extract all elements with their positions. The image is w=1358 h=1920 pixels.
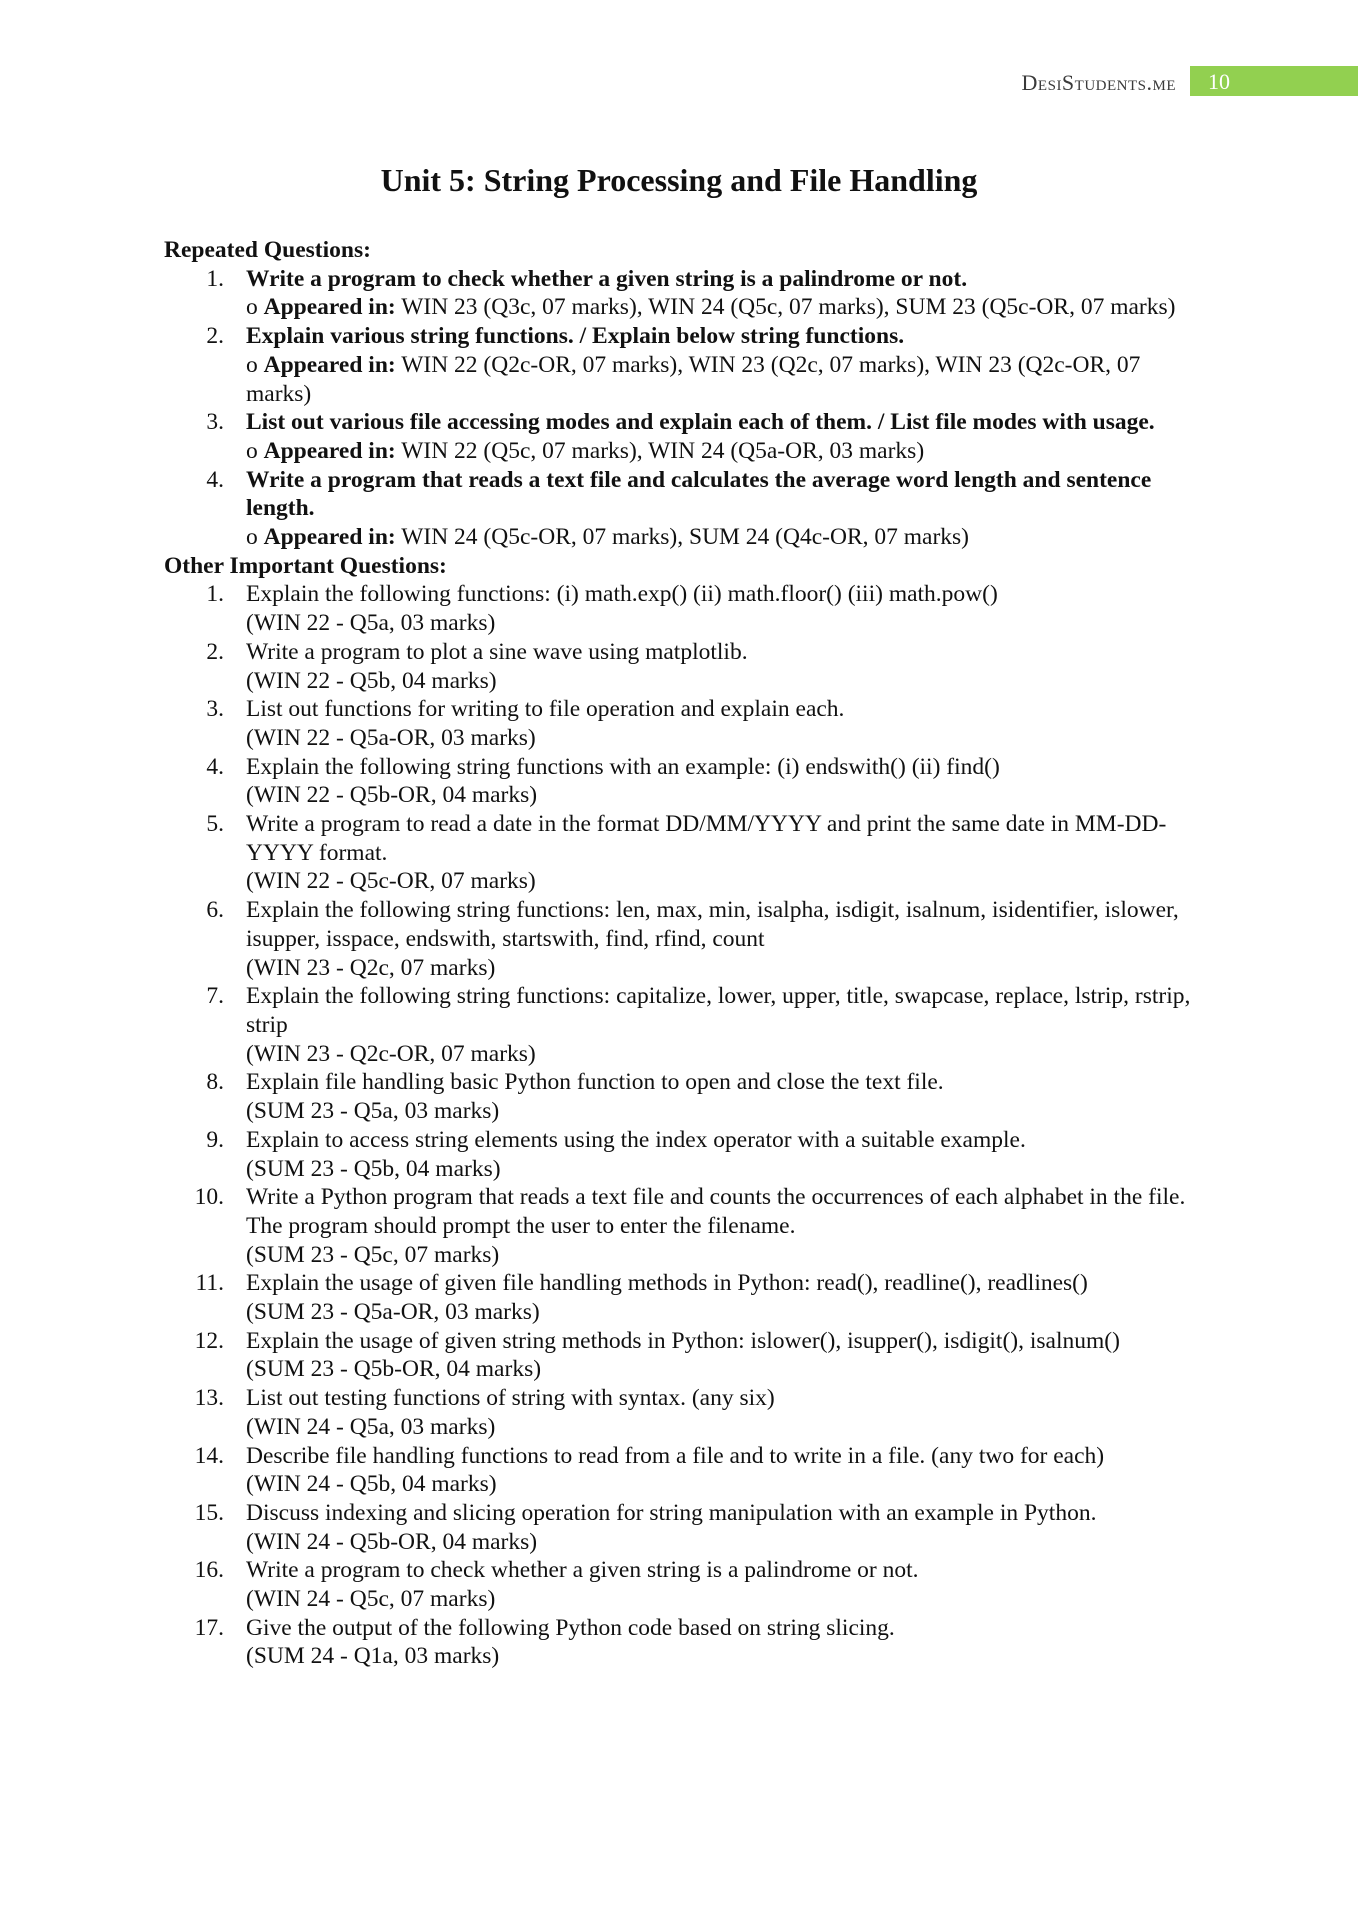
question-text: Explain the usage of given string methods in Python: islower(), isupper(), isdigit(), isalnum() [246, 1327, 1120, 1354]
question-text: Write a program to plot a sine wave using matplotlib. [246, 638, 748, 665]
list-item [164, 896, 1204, 982]
question-text: Explain the following string functions with an example: (i) endswith() (ii) find() [246, 753, 1000, 780]
list-item [164, 408, 1204, 465]
list-item [164, 1327, 1204, 1384]
question-reference: (SUM 23 - Q5b-OR, 04 marks) [246, 1356, 542, 1383]
item-number: 17. [194, 1614, 224, 1641]
item-number: 11. [195, 1270, 224, 1297]
question-reference: (WIN 22 - Q5b-OR, 04 marks) [246, 782, 538, 809]
list-item [164, 1183, 1204, 1269]
question-reference: (SUM 24 - Q1a, 03 marks) [246, 1643, 500, 1670]
question-text: Explain the usage of given file handling methods in Python: read(), readline(), readlines() [246, 1270, 1088, 1297]
question-text: List out testing functions of string with syntax. (any six) [246, 1385, 775, 1412]
question-text: Write a program that reads a text file and calculates the average word length and sentence length. [246, 466, 1152, 522]
repeated-questions-list [164, 265, 1204, 552]
item-number: 2. [206, 638, 224, 665]
appeared-in [246, 352, 1140, 407]
list-item [164, 265, 1204, 322]
list-item [164, 753, 1204, 810]
question-text: Write a program to read a date in the format DD/MM/YYYY and print the same date in MM-DD-YYYY format. [246, 811, 1167, 866]
question-text: List out various file accessing modes and explain each of them. / List file modes with usage. [246, 409, 1155, 436]
question-reference: (WIN 24 - Q5b-OR, 04 marks) [246, 1528, 538, 1555]
question-reference: (WIN 24 - Q5c, 07 marks) [246, 1586, 496, 1613]
page-number-box [1190, 66, 1358, 96]
question-text: Explain file handling basic Python function to open and close the text file. [246, 1069, 944, 1096]
question-reference: (WIN 22 - Q5a, 03 marks) [246, 610, 496, 637]
list-item [164, 1068, 1204, 1125]
appeared-detail: WIN 22 (Q2c-OR, 07 marks), WIN 23 (Q2c, 07 marks), WIN 23 (Q2c-OR, 07 marks) [246, 351, 1141, 407]
question-reference: (SUM 23 - Q5c, 07 marks) [246, 1241, 500, 1268]
question-reference: (SUM 23 - Q5a-OR, 03 marks) [246, 1299, 540, 1326]
item-number: 7. [206, 983, 224, 1010]
question-reference: (WIN 24 - Q5b, 04 marks) [246, 1471, 497, 1498]
question-reference: (WIN 23 - Q2c, 07 marks) [246, 954, 496, 981]
question-reference: (SUM 23 - Q5b, 04 marks) [246, 1155, 501, 1182]
page-title: Unit 5: String Processing and File Handling [380, 162, 978, 198]
item-number: 8. [206, 1069, 224, 1096]
list-item [164, 1556, 1204, 1613]
question-text: Explain various string functions. / Explain below string functions. [246, 323, 905, 350]
list-item [164, 695, 1204, 752]
item-number: 13. [194, 1385, 224, 1412]
list-item [164, 1384, 1204, 1441]
bullet: o [246, 524, 258, 551]
question-text: Write a program to check whether a given string is a palindrome or not. [246, 1557, 919, 1584]
item-number: 10. [194, 1184, 224, 1211]
question-text: Explain to access string elements using the index operator with a suitable example. [246, 1126, 1026, 1153]
question-text: Write a program to check whether a given string is a palindrome or not. [246, 265, 968, 292]
bullet: o [246, 294, 258, 321]
question-reference: (SUM 23 - Q5a, 03 marks) [246, 1098, 500, 1125]
item-number: 9. [206, 1126, 224, 1153]
document-body [164, 236, 1204, 1671]
item-number: 1. [206, 581, 224, 608]
item-number: 3. [206, 696, 224, 723]
item-number: 6. [206, 897, 224, 924]
question-reference: (WIN 22 - Q5b, 04 marks) [246, 667, 497, 694]
question-text: Discuss indexing and slicing operation for string manipulation with an example in Python. [246, 1499, 1097, 1526]
list-item [164, 1499, 1204, 1556]
page-header [0, 66, 1358, 96]
list-item [164, 322, 1204, 408]
item-number: 3. [206, 409, 224, 436]
list-item [164, 580, 1204, 637]
question-reference: (WIN 23 - Q2c-OR, 07 marks) [246, 1040, 536, 1067]
item-number: 2. [206, 323, 224, 350]
list-item [164, 810, 1204, 896]
other-questions-heading: Other Important Questions: [164, 552, 447, 579]
appeared-in [246, 438, 924, 464]
appeared-detail: WIN 23 (Q3c, 07 marks), WIN 24 (Q5c, 07 marks), SUM 23 (Q5c-OR, 07 marks) [401, 294, 1176, 321]
question-text: Describe file handling functions to read from a file and to write in a file. (any two for each) [246, 1442, 1105, 1469]
list-item [164, 982, 1204, 1068]
question-text: Write a Python program that reads a text file and counts the occurrences of each alphabet in the file. The program should prompt the user to enter the filename. [246, 1184, 1186, 1239]
appeared-in [246, 294, 1175, 320]
site-name: DesiStudents.me [1021, 70, 1176, 95]
appeared-in [246, 524, 969, 550]
appeared-label: Appeared in: [263, 524, 396, 551]
question-text: Explain the following string functions: len, max, min, isalpha, isdigit, isalnum, isidentifier, islower, isupper, isspace, endswith, startswith, find, rfind, count [246, 897, 1179, 952]
list-item [164, 638, 1204, 695]
item-number: 4. [206, 753, 224, 780]
repeated-questions-heading: Repeated Questions: [164, 237, 371, 263]
question-text: Explain the following string functions: capitalize, lower, upper, title, swapcase, replace, lstrip, rstrip, strip [246, 983, 1191, 1038]
question-text: Give the output of the following Python code based on string slicing. [246, 1614, 895, 1641]
list-item [164, 1126, 1204, 1183]
question-reference: (WIN 22 - Q5a-OR, 03 marks) [246, 724, 536, 751]
item-number: 15. [194, 1499, 224, 1526]
page-number: 10 [1208, 69, 1230, 94]
question-text: Explain the following functions: (i) math.exp() (ii) math.floor() (iii) math.pow() [246, 581, 998, 608]
item-number: 12. [194, 1327, 224, 1354]
item-number: 16. [194, 1557, 224, 1584]
list-item [164, 1614, 1204, 1671]
bullet: o [246, 437, 258, 464]
question-reference: (WIN 22 - Q5c-OR, 07 marks) [246, 868, 536, 895]
bullet: o [246, 351, 258, 378]
other-questions-list [164, 580, 1204, 1671]
appeared-label: Appeared in: [263, 351, 396, 378]
list-item [164, 1442, 1204, 1499]
item-number: 4. [206, 466, 224, 493]
item-number: 14. [194, 1442, 224, 1469]
question-reference: (WIN 24 - Q5a, 03 marks) [246, 1413, 496, 1440]
appeared-detail: WIN 22 (Q5c, 07 marks), WIN 24 (Q5a-OR, 03 marks) [401, 437, 925, 464]
appeared-label: Appeared in: [263, 294, 396, 321]
item-number: 1. [206, 265, 224, 292]
appeared-detail: WIN 24 (Q5c-OR, 07 marks), SUM 24 (Q4c-OR, 07 marks) [401, 524, 970, 551]
question-text: List out functions for writing to file operation and explain each. [246, 696, 845, 723]
appeared-label: Appeared in: [263, 437, 396, 464]
item-number: 5. [206, 811, 224, 838]
list-item [164, 1269, 1204, 1326]
list-item [164, 466, 1204, 552]
